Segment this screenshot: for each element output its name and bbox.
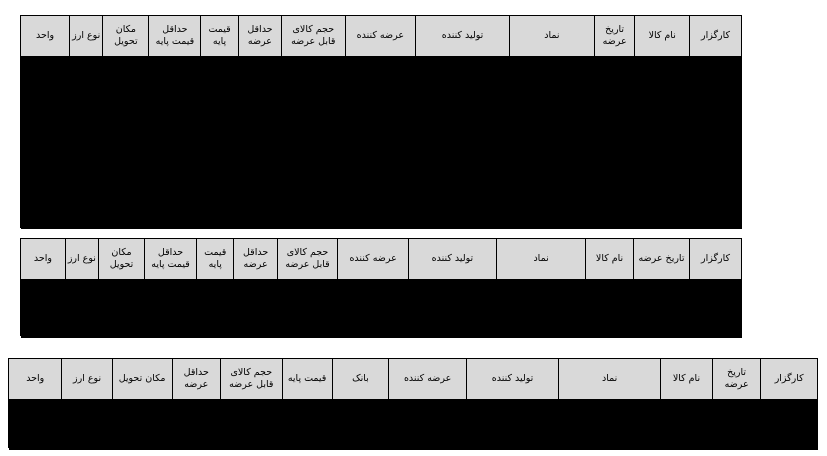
table-3-col-offerable-volume[interactable]: حجم کالای قابل عرضه <box>221 359 282 400</box>
table-3-grid <box>8 358 818 450</box>
table-1-col-offerable-volume[interactable]: حجم کالای قابل عرضه <box>282 16 345 57</box>
table-3-header-row <box>9 359 818 400</box>
table-3-col-offer-date[interactable]: تاریخ عرضه <box>712 359 761 400</box>
table-1-col-base-price[interactable]: قیمت پایه <box>201 16 238 57</box>
table-1-col-producer[interactable]: تولید کننده <box>416 16 510 57</box>
table-1-col-currency-type[interactable]: نوع ارز <box>70 16 103 57</box>
table-1-col-offer-date[interactable]: تاریخ عرضه <box>594 16 634 57</box>
table-3-col-broker[interactable]: کارگزار <box>761 359 818 400</box>
table-2-col-supplier[interactable]: عرضه کننده <box>338 239 409 280</box>
table-2-col-producer[interactable]: تولید کننده <box>408 239 496 280</box>
table-2-col-commodity-name[interactable]: نام کالا <box>586 239 634 280</box>
table-2-col-broker[interactable]: کارگزار <box>690 239 742 280</box>
table-1-col-min-base-price[interactable]: حداقل قیمت پایه <box>149 16 201 57</box>
table-1-col-commodity-name[interactable]: نام کالا <box>635 16 690 57</box>
table-3-col-symbol[interactable]: نماد <box>559 359 661 400</box>
table-3-col-supplier[interactable]: عرضه کننده <box>389 359 467 400</box>
table-3-col-min-offer[interactable]: حداقل عرضه <box>172 359 221 400</box>
table-1-body-row <box>21 57 742 230</box>
table-1-col-unit[interactable]: واحد <box>21 16 70 57</box>
table-2-col-delivery-place[interactable]: مکان تحویل <box>98 239 144 280</box>
table-3-col-base-price[interactable]: قیمت پایه <box>282 359 332 400</box>
table-1-empty-body <box>21 57 742 230</box>
table-1-col-delivery-place[interactable]: مکان تحویل <box>103 16 149 57</box>
table-2-col-base-price[interactable]: قیمت پایه <box>196 239 233 280</box>
table-3-empty-body <box>9 400 818 451</box>
table-1-col-min-offer[interactable]: حداقل عرضه <box>238 16 281 57</box>
table-2-body-row <box>21 280 742 339</box>
commodity-offering-table-1 <box>20 15 742 228</box>
commodity-offering-table-2 <box>20 238 742 336</box>
table-2-col-symbol[interactable]: نماد <box>496 239 585 280</box>
table-2-col-unit[interactable]: واحد <box>21 239 66 280</box>
table-1-header-row <box>21 16 742 57</box>
table-3-col-currency-type[interactable]: نوع ارز <box>62 359 112 400</box>
table-2-col-offer-date[interactable]: تاریخ عرضه <box>633 239 689 280</box>
table-3-body-row <box>9 400 818 451</box>
table-2-col-min-offer[interactable]: حداقل عرضه <box>234 239 277 280</box>
table-3-col-bank[interactable]: بانک <box>332 359 389 400</box>
table-2-col-offerable-volume[interactable]: حجم کالای قابل عرضه <box>277 239 338 280</box>
table-2-col-currency-type[interactable]: نوع ارز <box>65 239 98 280</box>
table-1-col-supplier[interactable]: عرضه کننده <box>345 16 416 57</box>
table-3-col-producer[interactable]: تولید کننده <box>466 359 558 400</box>
table-1-col-symbol[interactable]: نماد <box>509 16 594 57</box>
table-2-grid <box>20 238 742 338</box>
table-3-col-unit[interactable]: واحد <box>9 359 62 400</box>
commodity-offering-table-3 <box>8 358 818 448</box>
table-2-col-min-base-price[interactable]: حداقل قیمت پایه <box>145 239 197 280</box>
table-2-empty-body <box>21 280 742 339</box>
table-3-col-delivery-place[interactable]: مکان تحویل <box>112 359 172 400</box>
table-2-header-row <box>21 239 742 280</box>
table-1-col-broker[interactable]: کارگزار <box>690 16 742 57</box>
table-1-grid <box>20 15 742 229</box>
table-3-col-commodity-name[interactable]: نام کالا <box>661 359 713 400</box>
